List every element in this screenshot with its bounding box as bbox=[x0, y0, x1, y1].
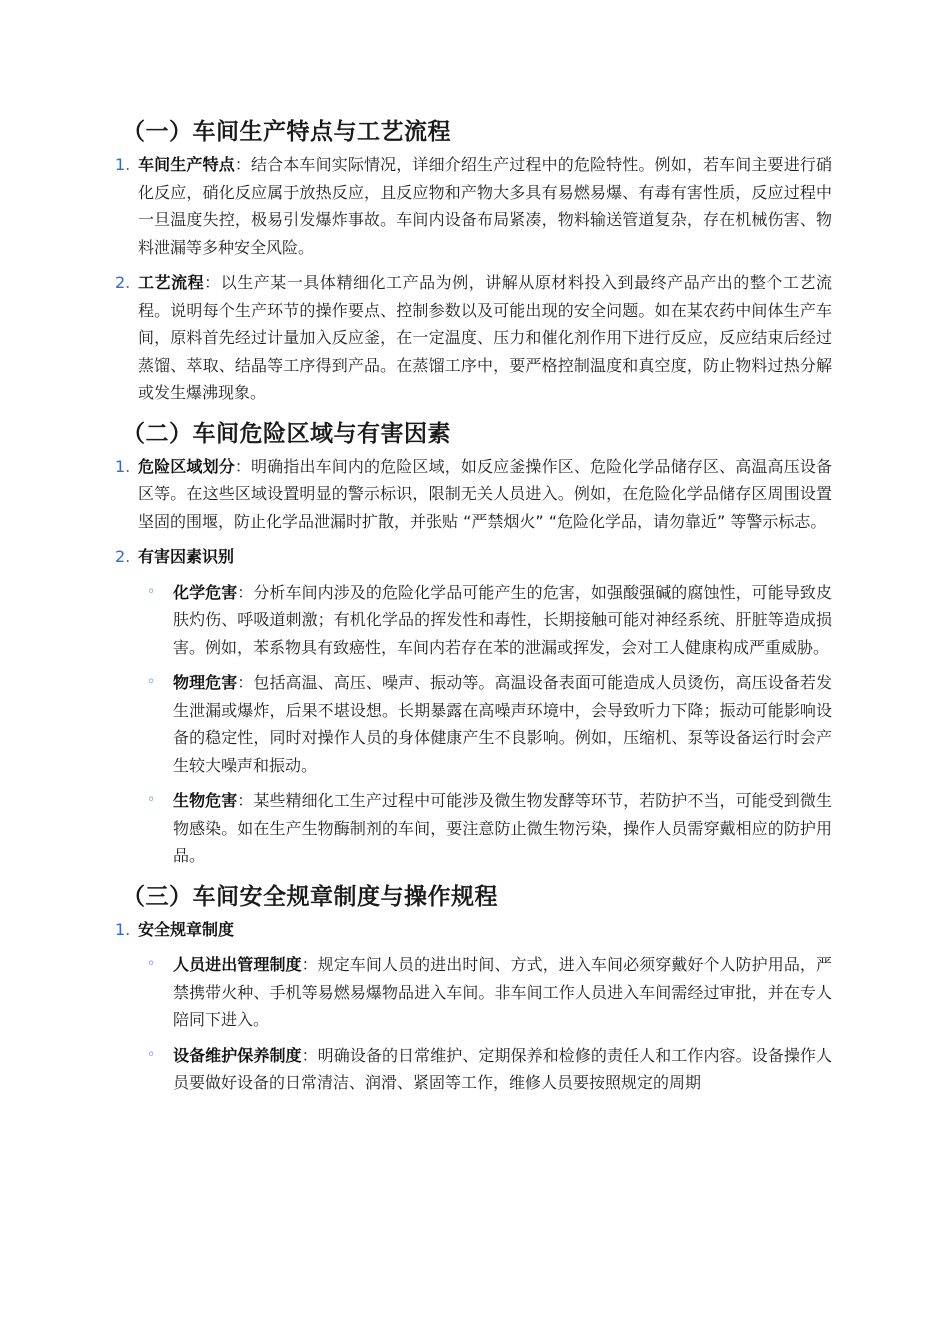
subitem-text: 规定车间人员的进出时间、方式，进入车间必须穿戴好个人防护用品，严禁携带火种、手机等易燃易爆物品进入车间。非车间工作人员进入车间需经过审批，并在专人陪同下进入。 bbox=[173, 955, 832, 1029]
subitem-heading: 设备维护保养制度 bbox=[173, 1045, 302, 1065]
list-number: 1. bbox=[115, 919, 131, 939]
list-number: 1. bbox=[115, 155, 131, 174]
item-colon: ： bbox=[234, 155, 252, 174]
circle-bullet-icon: ◦ bbox=[147, 674, 156, 690]
subitem-paragraph bbox=[173, 787, 832, 870]
section-title-2: （二）车间危险区域与有害因素 bbox=[122, 420, 451, 447]
circle-bullet-icon: ◦ bbox=[147, 792, 156, 808]
section-2-list bbox=[115, 453, 832, 870]
item-heading: 车间生产特点 bbox=[138, 155, 235, 174]
sub-list-item bbox=[138, 787, 832, 870]
item-heading: 工艺流程 bbox=[138, 273, 205, 292]
item-paragraph bbox=[138, 453, 832, 536]
list-item bbox=[115, 453, 832, 536]
sub-list-item bbox=[138, 669, 832, 779]
item-paragraph bbox=[138, 269, 832, 407]
subitem-colon: ： bbox=[237, 582, 254, 602]
list-number: 2. bbox=[115, 273, 131, 292]
item-heading: 安全规章制度 bbox=[138, 919, 235, 939]
list-number: 1. bbox=[115, 456, 131, 476]
sub-list bbox=[138, 579, 832, 870]
section-title-3: （三）车间安全规章制度与操作规程 bbox=[122, 883, 498, 910]
circle-bullet-icon: ◦ bbox=[147, 583, 156, 600]
section-1-list bbox=[115, 151, 832, 407]
subitem-paragraph bbox=[173, 951, 832, 1034]
subitem-paragraph bbox=[173, 1042, 832, 1097]
subitem-colon: ： bbox=[301, 1045, 318, 1065]
sub-list bbox=[138, 951, 832, 1097]
circle-bullet-icon: ◦ bbox=[147, 1046, 156, 1063]
document-content bbox=[115, 113, 832, 1105]
item-paragraph bbox=[138, 916, 832, 944]
subitem-heading: 化学危害 bbox=[173, 582, 238, 602]
sub-list-item bbox=[138, 951, 832, 1034]
item-paragraph bbox=[138, 543, 832, 571]
subitem-colon: ： bbox=[237, 673, 254, 692]
list-item bbox=[115, 543, 832, 870]
subitem-text: 分析车间内涉及的危险化学品可能产生的危害，如强酸强碱的腐蚀性，可能导致皮肤灼伤、呼吸道刺激；有机化学品的挥发性和毒性，长期接触可能对神经系统、肝脏等造成损害。例如，苯系物具有致癌性，车间内若存在苯的泄漏或挥发，会对工人健康构成严重威胁。 bbox=[173, 582, 832, 657]
subitem-heading: 人员进出管理制度 bbox=[173, 955, 302, 974]
list-number: 2. bbox=[115, 547, 131, 566]
subitem-colon: ： bbox=[301, 955, 318, 974]
subitem-heading: 物理危害 bbox=[173, 673, 238, 692]
section-3-list bbox=[115, 916, 832, 1097]
item-text: 以生产某一具体精细化工产品为例，讲解从原材料投入到最终产品产出的整个工艺流程。说明每个生产环节的操作要点、控制参数以及可能出现的安全问题。如在某农药中间体生产车间，原料首先经过计量加入反应釜，在一定温度、压力和催化剂作用下进行反应，反应结束后经过蒸馏、萃取、结晶等工序得到产品。在蒸馏工序中，要严格控制温度和真空度，防止物料过热分解或发生爆沸现象。 bbox=[138, 273, 832, 402]
subitem-paragraph bbox=[173, 579, 832, 662]
item-heading: 有害因素识别 bbox=[138, 547, 235, 566]
item-colon: ： bbox=[204, 273, 221, 292]
subitem-text: 某些精细化工生产过程中可能涉及微生物发酵等环节，若防护不当，可能受到微生物感染。如在生产生物酶制剂的车间，要注意防止微生物污染，操作人员需穿戴相应的防护用品。 bbox=[173, 791, 832, 865]
sub-list-item bbox=[138, 579, 832, 662]
item-paragraph bbox=[138, 151, 832, 261]
subitem-heading: 生物危害 bbox=[173, 791, 238, 810]
subitem-colon: ： bbox=[237, 791, 254, 810]
subitem-paragraph bbox=[173, 669, 832, 779]
item-colon: ： bbox=[234, 456, 252, 476]
subitem-text: 包括高温、高压、噪声、振动等。高温设备表面可能造成人员烫伤，高压设备若发生泄漏或爆炸，后果不堪设想。长期暴露在高噪声环境中，会导致听力下降；振动可能影响设备的稳定性，同时对操作人员的身体健康产生不良影响。例如，压缩机、泵等设备运行时会产生较大噪声和振动。 bbox=[173, 673, 832, 775]
sub-list-item bbox=[138, 1042, 832, 1097]
item-text: 结合本车间实际情况，详细介绍生产过程中的危险特性。例如，若车间主要进行硝化反应，硝化反应属于放热反应，且反应物和产物大多具有易燃易爆、有毒有害性质，反应过程中一旦温度失控，极易引发爆炸事故。车间内设备布局紧凑，物料输送管道复杂，存在机械伤害、物料泄漏等多种安全风险。 bbox=[138, 155, 832, 257]
list-item bbox=[115, 151, 832, 261]
item-heading: 危险区域划分 bbox=[138, 456, 235, 476]
item-text: 明确指出车间内的危险区域，如反应釜操作区、危险化学品储存区、高温高压设备区等。在这些区域设置明显的警示标识，限制无关人员进入。例如，在危险化学品储存区周围设置坚固的围堰，防止化学品泄漏时扩散，并张贴 “严禁烟火” “危险化学品，请勿靠近” 等警示标志。 bbox=[138, 456, 832, 531]
circle-bullet-icon: ◦ bbox=[147, 956, 156, 972]
subitem-text: 明确设备的日常维护、定期保养和检修的责任人和工作内容。设备操作人员要做好设备的日常清洁、润滑、紧固等工作，维修人员要按照规定的周期 bbox=[173, 1045, 832, 1092]
list-item bbox=[115, 916, 832, 1097]
section-title-1: （一）车间生产特点与工艺流程 bbox=[122, 119, 451, 145]
list-item bbox=[115, 269, 832, 407]
